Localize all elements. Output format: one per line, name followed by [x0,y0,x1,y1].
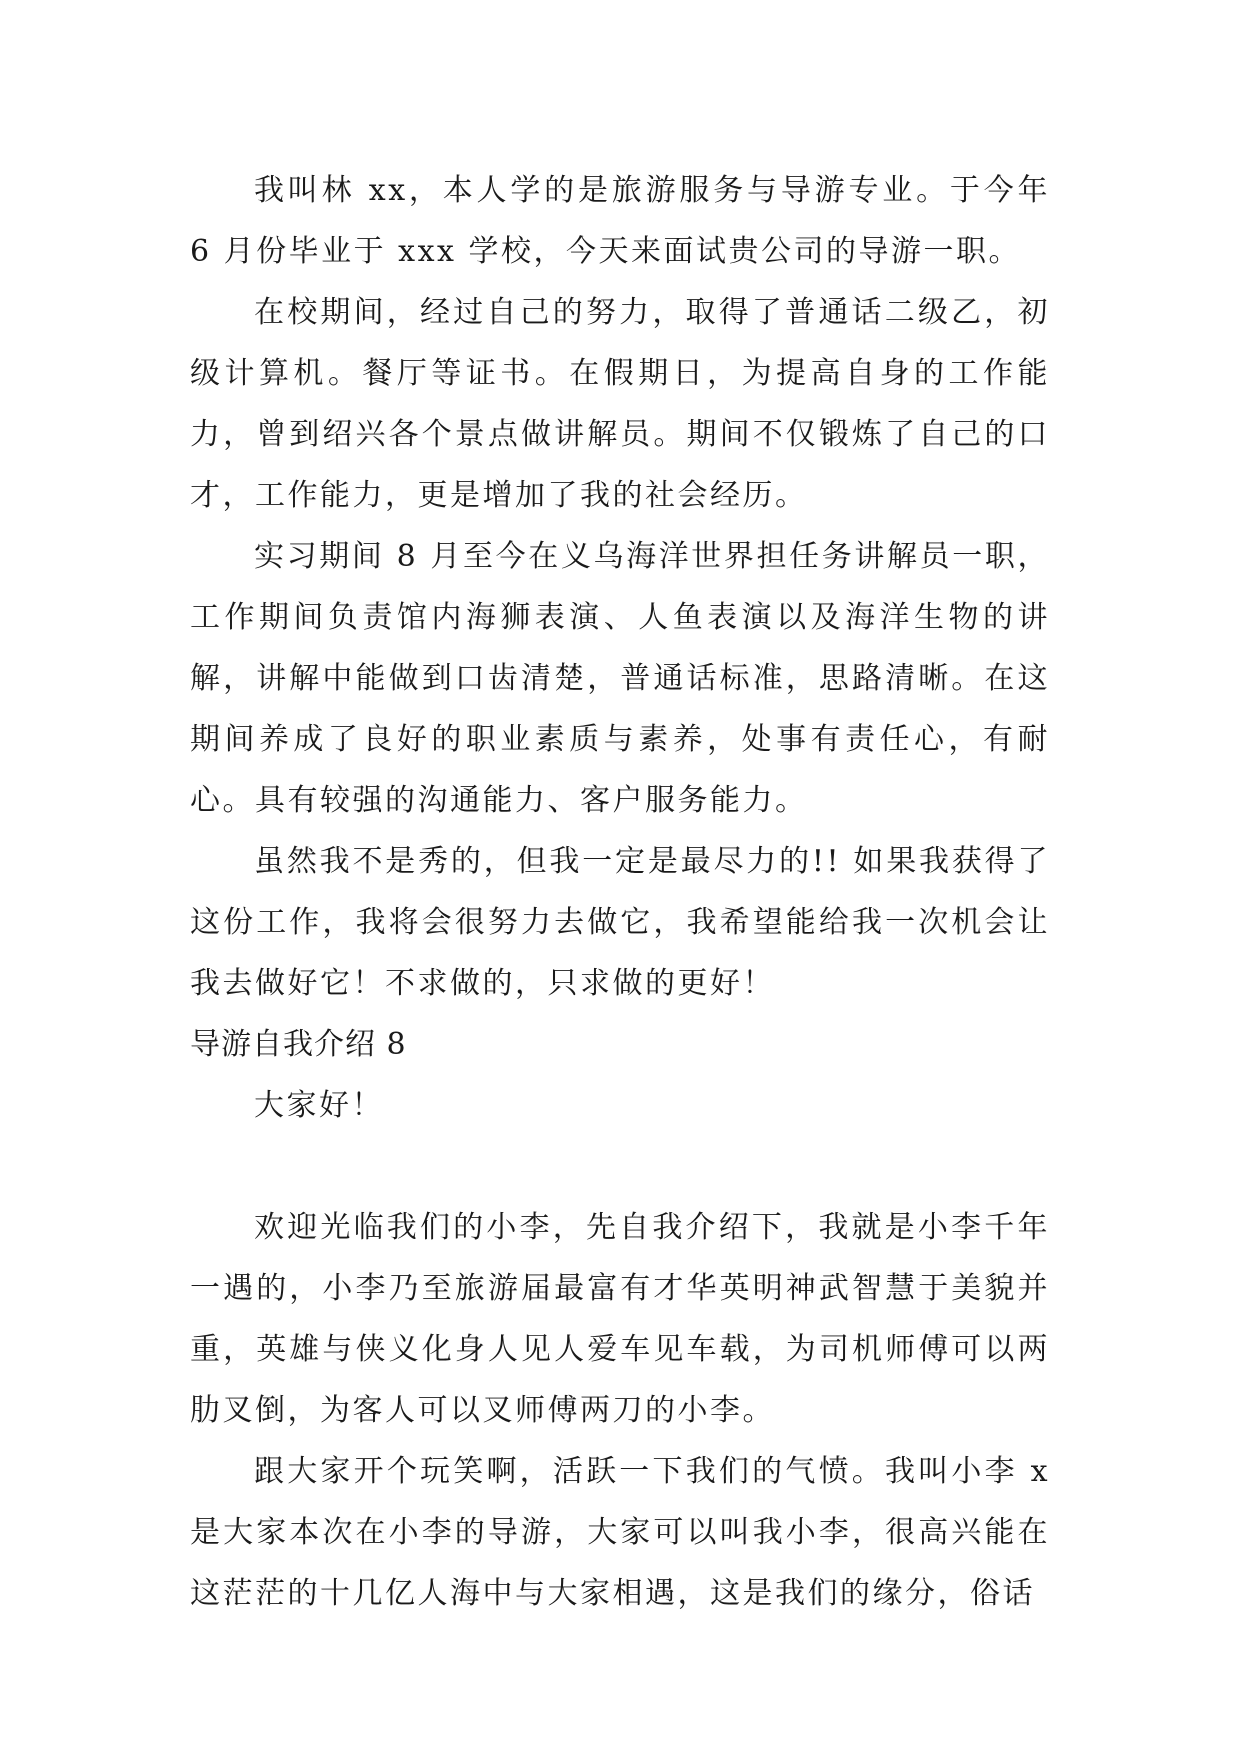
blank-line [190,1136,1050,1197]
paragraph-joke: 跟大家开个玩笑啊，活跃一下我们的气愤。我叫小李 x 是大家本次在小李的导游，大家可以叫我小李，很高兴能在这茫茫的十几亿人海中与大家相遇，这是我们的缘分，俗话 [190,1454,1050,1611]
document-body [190,160,1050,1624]
paragraph-self-intro: 我叫林 xx，本人学的是旅游服务与导游专业。于今年 6 月份毕业于 xxx 学校，今天来面试贵公司的导游一职。 [190,173,1050,269]
paragraph-welcome: 欢迎光临我们的小李，先自我介绍下，我就是小李千年一遇的，小李乃至旅游届最富有才华英明神武智慧于美貌并重，英雄与侠义化身人见人爱车见车载，为司机师傅可以两肋叉倒，为客人可以叉师傅两刀的小李。 [190,1210,1050,1428]
paragraph-internship: 实习期间 8 月至今在义乌海洋世界担任务讲解员一职，工作期间负责馆内海狮表演、人鱼表演以及海洋生物的讲解，讲解中能做到口齿清楚，普通话标准，思路清晰。在这期间养成了良好的职业素质与素养，处事有责任心，有耐心。具有较强的沟通能力、客户服务能力。 [190,539,1050,818]
greeting: 大家好！ [254,1088,384,1123]
paragraph-school-period: 在校期间，经过自己的努力，取得了普通话二级乙，初级计算机。餐厅等证书。在假期日，为提高自身的工作能力，曾到绍兴各个景点做讲解员。期间不仅锻炼了自己的口才，工作能力，更是增加了我的社会经历。 [190,295,1050,513]
paragraph-closing: 虽然我不是秀的，但我一定是最尽力的!! 如果我获得了这份工作，我将会很努力去做它，我希望能给我一次机会让我去做好它！不求做的，只求做的更好！ [190,844,1050,1001]
section-heading: 导游自我介绍 8 [190,1027,407,1062]
